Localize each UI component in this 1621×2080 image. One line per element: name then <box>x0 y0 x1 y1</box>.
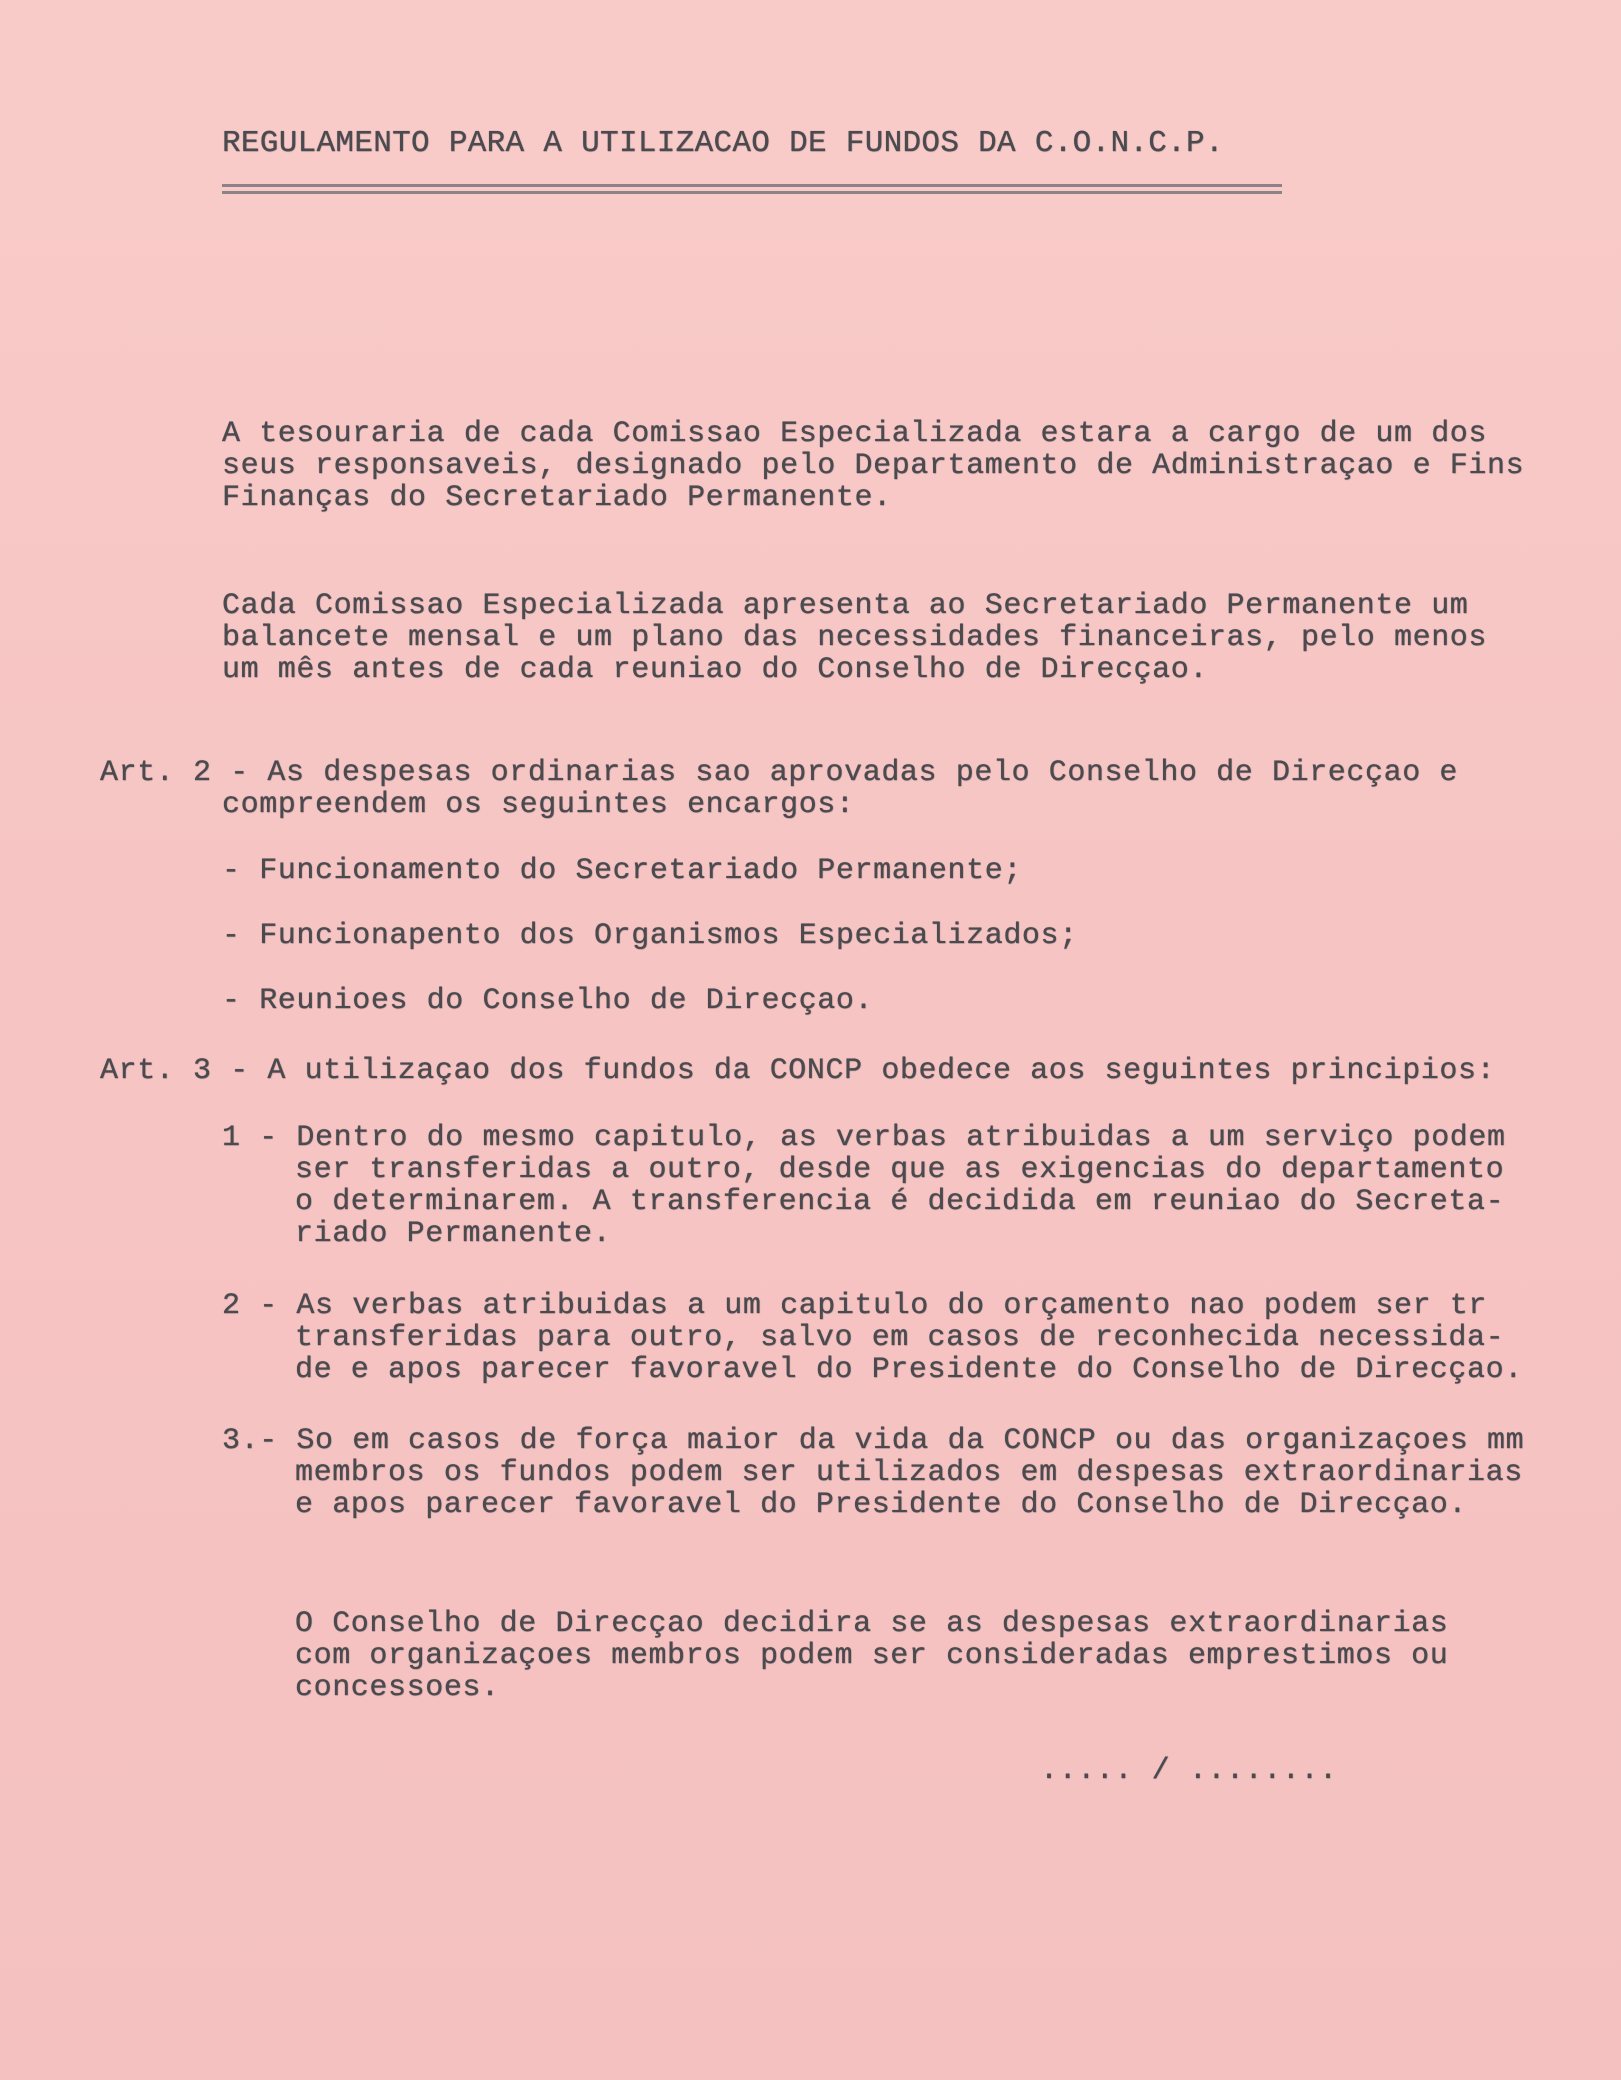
article-3-heading: Art. 3 - A utilizaçao dos fundos da CONCP obedece aos seguintes principios: <box>100 1054 1496 1088</box>
paragraph-line: O Conselho de Direcçao decidira se as despesas extraordinarias <box>295 1607 1449 1641</box>
title-underline-double <box>222 191 1282 194</box>
article-2-item: - Funcionapento dos Organismos Especializados; <box>222 919 1078 953</box>
closing-paragraph <box>295 1608 1448 1704</box>
page-continuation-mark: ..... / ........ <box>1040 1754 1338 1788</box>
title-underline <box>222 184 1282 187</box>
item-line: membros os fundos podem ser utilizados em despesas extraordinarias <box>295 1456 1523 1490</box>
item-line: 1 - Dentro do mesmo capitulo, as verbas atribuidas a um serviço podem <box>222 1121 1506 1155</box>
item-line: transferidas para outro, salvo em casos de reconhecida necessida- <box>295 1321 1505 1355</box>
paragraph-line: seus responsaveis, designado pelo Departamento de Administraçao e Fins <box>222 449 1525 483</box>
paragraph-line: um mês antes de cada reuniao do Conselho de Direcçao. <box>222 653 1208 687</box>
article-2-line: Art. 2 - As despesas ordinarias sao aprovadas pelo Conselho de Direcçao e <box>100 756 1459 790</box>
paragraph-balancete <box>222 590 1487 686</box>
document-title: REGULAMENTO PARA A UTILIZACAO DE FUNDOS DA C.O.N.C.P. <box>222 126 1224 161</box>
article-3-item-2 <box>222 1290 1523 1386</box>
item-line: ser transferidas a outro, desde que as exigencias do departamento <box>295 1153 1505 1187</box>
article-3-item-3 <box>222 1425 1524 1521</box>
paragraph-line: Cada Comissao Especializada apresenta ao Secretariado Permanente um <box>222 589 1469 623</box>
article-2-item: - Reunioes do Conselho de Direcçao. <box>222 984 874 1018</box>
paragraph-treasury <box>222 418 1524 514</box>
paragraph-line: A tesouraria de cada Comissao Especializada estara a cargo de um dos <box>222 417 1487 451</box>
item-line: 3.- So em casos de força maior da vida da CONCP ou das organizaçoes mm <box>222 1424 1525 1458</box>
paragraph-line: Finanças do Secretariado Permanente. <box>222 481 892 515</box>
article-2-item: - Funcionamento do Secretariado Permanente; <box>222 854 1022 888</box>
paragraph-line: concessoes. <box>295 1671 500 1705</box>
item-line: 2 - As verbas atribuidas a um capitulo do orçamento nao podem ser tr <box>222 1289 1487 1323</box>
article-2 <box>100 757 1458 821</box>
paragraph-line: com organizaçoes membros podem ser consideradas emprestimos ou <box>295 1639 1449 1673</box>
item-line: riado Permanente. <box>295 1217 612 1251</box>
paragraph-line: balancete mensal e um plano das necessidades financeiras, pelo menos <box>222 621 1487 655</box>
article-3-item-1 <box>222 1122 1506 1250</box>
item-line: o determinarem. A transferencia é decidida em reuniao do Secreta- <box>295 1185 1505 1219</box>
item-line: e apos parecer favoravel do Presidente do Conselho de Direcçao. <box>295 1488 1467 1522</box>
item-line: de e apos parecer favoravel do Presidente do Conselho de Direcçao. <box>295 1353 1523 1387</box>
article-2-line: compreendem os seguintes encargos: <box>222 788 855 822</box>
